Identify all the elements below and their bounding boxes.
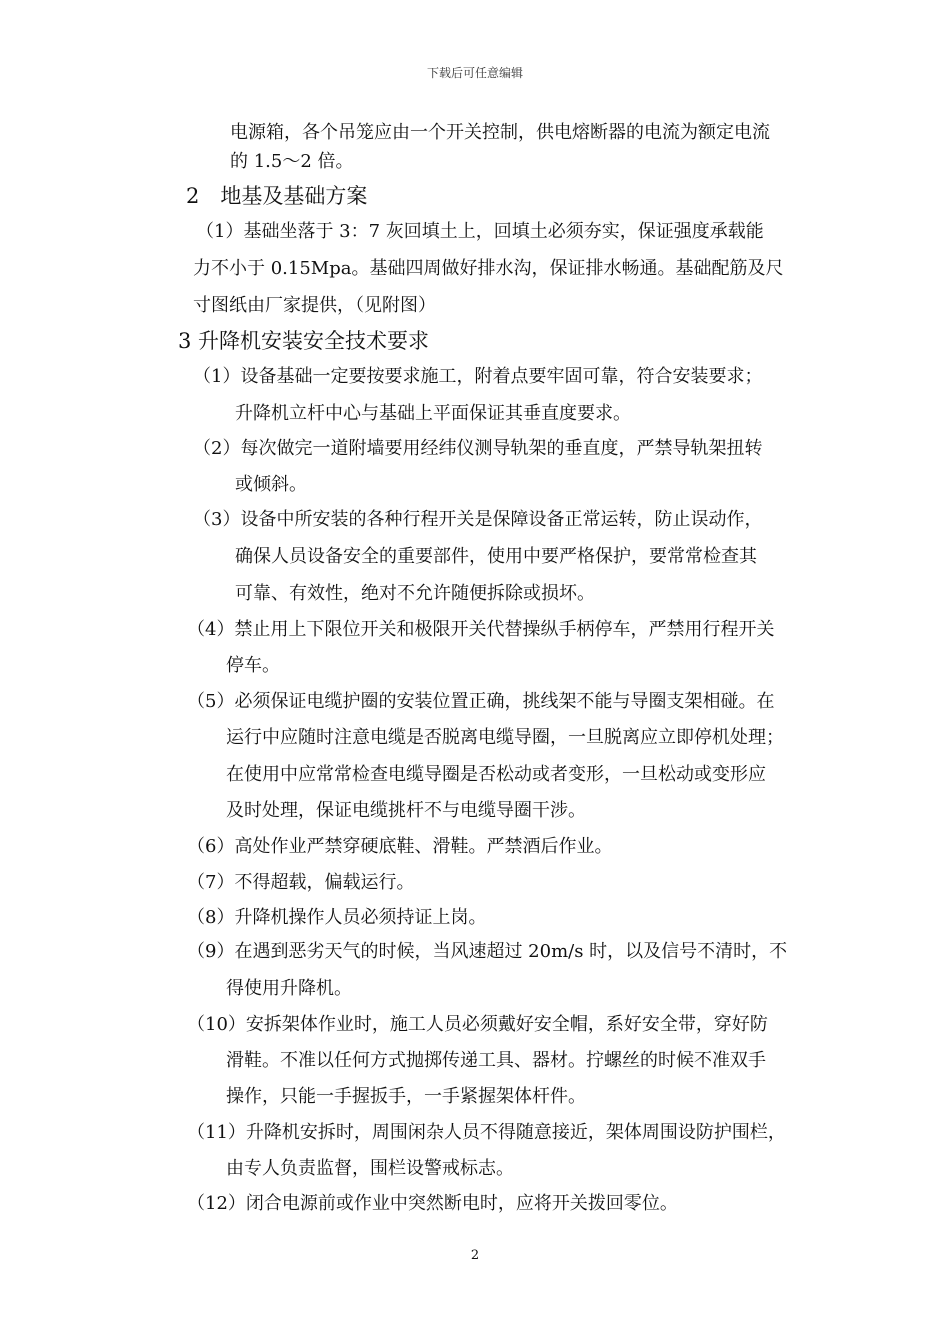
list-item: （1）设备基础一定要按要求施工，附着点要牢固可靠，符合安装要求； bbox=[193, 366, 763, 387]
page-header: 下载后可任意编辑 bbox=[426, 66, 523, 80]
list-item: （4）禁止用上下限位开关和极限开关代替操纵手柄停车，严禁用行程开关 bbox=[187, 619, 775, 640]
list-item: （5）必须保证电缆护圈的安装位置正确，挑线架不能与导圈支架相碰。在 bbox=[187, 691, 775, 712]
paragraph-line: 力不小于 0.15Mpa。基础四周做好排水沟，保证排水畅通。基础配筋及尺 bbox=[193, 258, 784, 279]
list-item-continuation: 停车。 bbox=[226, 655, 280, 676]
list-item: （12）闭合电源前或作业中突然断电时，应将开关拨回零位。 bbox=[187, 1193, 678, 1214]
list-item: （7）不得超载，偏载运行。 bbox=[187, 872, 415, 893]
list-item: （2）每次做完一道附墙要用经纬仪测导轨架的垂直度，严禁导轨架扭转 bbox=[193, 438, 763, 459]
list-item-continuation: 升降机立杆中心与基础上平面保证其垂直度要求。 bbox=[235, 403, 631, 424]
list-item-continuation: 可靠、有效性，绝对不允许随便拆除或损坏。 bbox=[235, 583, 595, 604]
list-item-continuation: 得使用升降机。 bbox=[226, 978, 352, 999]
paragraph-line: （1）基础坐落于 3：7 灰回填土上，回填土必须夯实，保证强度承载能 bbox=[196, 221, 764, 242]
list-item: （6）高处作业严禁穿硬底鞋、滑鞋。严禁酒后作业。 bbox=[187, 836, 613, 857]
list-item-continuation: 或倾斜。 bbox=[235, 474, 307, 495]
paragraph-line: 寸图纸由厂家提供，（见附图） bbox=[193, 295, 436, 316]
paragraph-line: 的 1.5～2 倍。 bbox=[230, 151, 354, 172]
list-item-continuation: 在使用中应常常检查电缆导圈是否松动或者变形，一旦松动或变形应 bbox=[226, 764, 766, 785]
section-heading-2: 2 地基及基础方案 bbox=[186, 184, 368, 208]
list-item-continuation: 由专人负责监督，围栏设警戒标志。 bbox=[226, 1158, 514, 1179]
list-item: （3）设备中所安装的各种行程开关是保障设备正常运转，防止误动作， bbox=[193, 509, 763, 530]
list-item-continuation: 确保人员设备安全的重要部件，使用中要严格保护，要常常检查其 bbox=[235, 546, 757, 567]
list-item-continuation: 滑鞋。不准以任何方式抛掷传递工具、器材。拧螺丝的时候不准双手 bbox=[226, 1050, 766, 1071]
list-item: （9）在遇到恶劣天气的时候，当风速超过 20m/s 时，以及信号不清时，不 bbox=[187, 941, 788, 962]
section-heading-3: 3 升降机安装安全技术要求 bbox=[178, 329, 430, 353]
page-number: 2 bbox=[470, 1248, 480, 1263]
list-item-continuation: 运行中应随时注意电缆是否脱离电缆导圈，一旦脱离应立即停机处理； bbox=[226, 727, 784, 748]
list-item-continuation: 操作，只能一手握扳手，一手紧握架体杆件。 bbox=[226, 1086, 586, 1107]
list-item: （11）升降机安拆时，周围闲杂人员不得随意接近，架体周围设防护围栏， bbox=[187, 1122, 786, 1143]
list-item-continuation: 及时处理，保证电缆挑杆不与电缆导圈干涉。 bbox=[226, 800, 586, 821]
list-item: （10）安拆架体作业时，施工人员必须戴好安全帽，系好安全带，穿好防 bbox=[187, 1014, 768, 1035]
list-item: （8）升降机操作人员必须持证上岗。 bbox=[187, 907, 487, 928]
paragraph-line: 电源箱，各个吊笼应由一个开关控制，供电熔断器的电流为额定电流 bbox=[230, 122, 770, 143]
